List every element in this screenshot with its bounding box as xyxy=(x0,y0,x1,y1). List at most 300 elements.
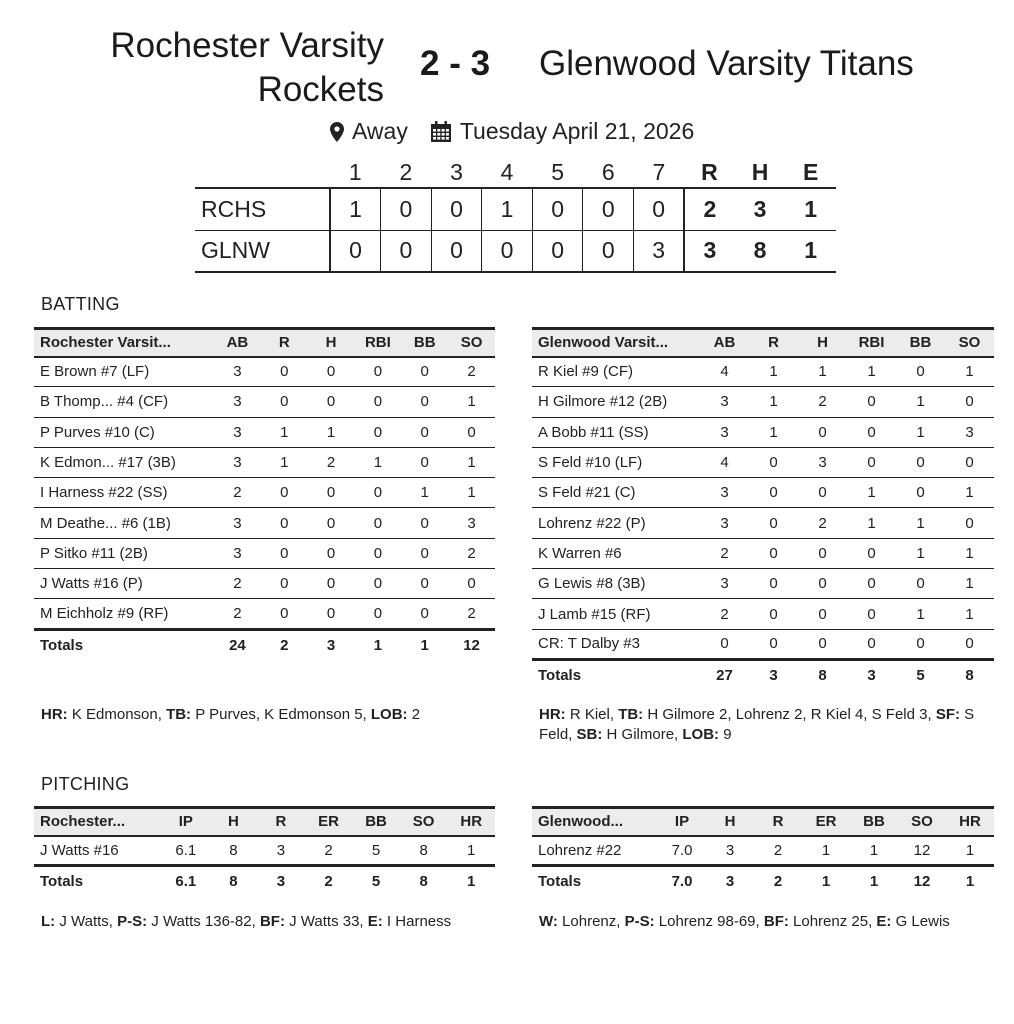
note-label: W: xyxy=(539,913,558,930)
date-group xyxy=(430,118,694,145)
totals-row xyxy=(532,866,994,896)
player-name: E Brown #7 (LF) xyxy=(40,363,150,381)
stat-cell: 0 xyxy=(916,575,925,593)
stat-cell: 0 xyxy=(769,454,778,472)
stat-cell: 0 xyxy=(769,605,778,623)
player-name: R Kiel #9 (CF) xyxy=(538,363,634,381)
line-score-header xyxy=(195,158,836,188)
total-cell: 2 xyxy=(773,873,783,891)
stat-cell: 0 xyxy=(373,514,383,532)
stat-cell: 1 xyxy=(867,363,876,381)
total-cell: 6.1 xyxy=(175,873,197,891)
stat-cell: 1 xyxy=(467,393,476,411)
total-cell: 5 xyxy=(371,873,381,891)
stat-column-header: R xyxy=(278,334,290,352)
stat-cell: 0 xyxy=(867,454,876,472)
total-cell: 3 xyxy=(725,873,735,891)
player-row xyxy=(34,569,495,599)
player-name: CR: T Dalby #3 xyxy=(538,635,640,653)
inning-score: 0 xyxy=(431,188,482,230)
inning-score: 0 xyxy=(330,230,381,272)
stat-cell: 1 xyxy=(867,514,876,532)
player-name: Lohrenz #22 (P) xyxy=(538,514,646,532)
totals-row xyxy=(532,659,994,689)
stat-cell: 1 xyxy=(769,363,778,381)
errors-header: E xyxy=(802,159,819,185)
stat-cell: 1 xyxy=(916,544,925,562)
inning-score: 1 xyxy=(482,188,533,230)
stat-column-header: R xyxy=(772,813,784,831)
stat-cell: 3 xyxy=(720,484,729,502)
inning-score: 0 xyxy=(381,188,432,230)
errors-total: 1 xyxy=(785,188,836,230)
away-pitching-table xyxy=(532,806,994,896)
player-row xyxy=(34,417,495,447)
stat-cell: 2 xyxy=(467,363,476,381)
player-row xyxy=(532,447,994,477)
player-row xyxy=(532,387,994,417)
stat-cell: 0 xyxy=(373,605,383,623)
stat-cell: 0 xyxy=(280,393,289,411)
stat-cell: 0 xyxy=(420,454,429,472)
stat-cell: 3 xyxy=(233,363,242,381)
player-row xyxy=(34,478,495,508)
note-label: LOB: xyxy=(682,726,720,743)
inning-score: 3 xyxy=(652,237,665,264)
stat-column-header: SO xyxy=(412,813,435,831)
note-label: BF: xyxy=(259,913,285,930)
player-row xyxy=(532,599,994,629)
stat-column-header: RBI xyxy=(858,334,885,352)
total-cell: 8 xyxy=(818,666,827,684)
player-name: A Bobb #11 (SS) xyxy=(538,423,649,441)
player-name: M Deathe... #6 (1B) xyxy=(40,514,171,532)
stat-cell: 0 xyxy=(867,635,876,653)
total-cell: 2 xyxy=(324,873,333,891)
stat-cell: 0 xyxy=(965,454,974,472)
total-cell: 3 xyxy=(326,636,336,654)
stat-cell: 1 xyxy=(965,605,974,623)
stat-column-header: RBI xyxy=(364,334,391,352)
player-row xyxy=(532,508,994,538)
stat-column-header: SO xyxy=(911,813,933,831)
stat-cell: 0 xyxy=(720,635,729,653)
stat-cell: 0 xyxy=(818,575,827,593)
stat-column-header: HR xyxy=(460,813,483,831)
stat-cell: 0 xyxy=(965,514,974,532)
stat-column-header: H xyxy=(325,334,337,352)
stat-cell: 2 xyxy=(324,841,333,859)
game-score: 2 - 3 xyxy=(420,44,491,83)
stat-cell: 0 xyxy=(326,484,336,502)
total-cell: 5 xyxy=(916,666,925,684)
line-score-team: GLNW xyxy=(195,230,330,272)
stat-column-header: AB xyxy=(713,334,736,352)
date-label: Tuesday April 21, 2026 xyxy=(459,118,695,144)
inning-header: 6 xyxy=(601,159,615,185)
stat-cell: 5 xyxy=(371,841,381,859)
stat-cell: 0 xyxy=(326,363,336,381)
stat-cell: 1 xyxy=(965,544,974,562)
stat-cell: 3 xyxy=(818,454,827,472)
stat-column-header: BB xyxy=(909,334,932,352)
inning-score: 0 xyxy=(532,188,583,230)
stat-cell: 1 xyxy=(467,841,476,859)
note-text: R Kiel, xyxy=(565,706,619,723)
stat-cell: 0 xyxy=(769,635,778,653)
stat-cell: 2 xyxy=(818,393,827,411)
note-text: S Feld, xyxy=(539,706,975,743)
team-column-header: Glenwood Varsit... xyxy=(538,334,669,352)
player-name: B Thomp... #4 (CF) xyxy=(40,393,169,411)
note-text: J Watts 136-82, xyxy=(147,913,260,930)
stat-cell: 0 xyxy=(280,605,289,623)
note-label: SF: xyxy=(935,706,960,723)
player-name: I Harness #22 (SS) xyxy=(40,484,168,502)
total-cell: 1 xyxy=(869,873,879,891)
stat-cell: 0 xyxy=(420,393,429,411)
stat-cell: 0 xyxy=(420,423,429,441)
stat-cell: 3 xyxy=(965,423,974,441)
stat-column-header: ER xyxy=(318,813,339,831)
note-text: H Gilmore 2, Lohrenz 2, R Kiel 4, S Feld 3, xyxy=(643,706,936,723)
stat-cell: 1 xyxy=(467,454,476,472)
player-name: K Edmon... #17 (3B) xyxy=(40,454,176,472)
player-row xyxy=(532,836,994,866)
stat-cell: 3 xyxy=(725,841,735,859)
stat-cell: 8 xyxy=(419,841,428,859)
stat-cell: 1 xyxy=(965,841,975,859)
stat-column-header: IP xyxy=(674,813,690,831)
stat-cell: 0 xyxy=(769,484,778,502)
player-name: S Feld #21 (C) xyxy=(538,484,636,502)
player-row xyxy=(532,569,994,599)
total-cell: 1 xyxy=(420,636,429,654)
note-text: J Watts 33, xyxy=(284,913,368,930)
stat-cell: 1 xyxy=(821,841,831,859)
stat-cell: 0 xyxy=(818,605,827,623)
inning-score: 0 xyxy=(583,230,634,272)
player-name: S Feld #10 (LF) xyxy=(538,454,643,472)
stat-cell: 3 xyxy=(233,423,242,441)
player-name: M Eichholz #9 (RF) xyxy=(40,605,169,623)
total-cell: 1 xyxy=(467,873,476,891)
stat-column-header: R xyxy=(275,813,287,831)
away-pitching-notes xyxy=(539,912,989,932)
stat-cell: 3 xyxy=(276,841,286,859)
player-name: G Lewis #8 (3B) xyxy=(538,575,646,593)
stat-cell: 4 xyxy=(720,363,729,381)
pitching-section-title: PITCHING xyxy=(41,774,130,794)
total-cell: 7.0 xyxy=(671,873,693,891)
home-team-name: Rochester Varsity Rockets xyxy=(110,26,384,109)
player-row xyxy=(532,538,994,568)
stat-cell: 0 xyxy=(280,514,289,532)
note-text: J Watts, xyxy=(55,913,118,930)
stat-cell: 12 xyxy=(913,841,931,859)
total-cell: 2 xyxy=(280,636,289,654)
total-cell: 8 xyxy=(229,873,238,891)
player-name: P Sitko #11 (2B) xyxy=(40,544,148,562)
stat-cell: 1 xyxy=(916,514,925,532)
stat-cell: 0 xyxy=(818,544,827,562)
location-label: Away xyxy=(352,118,408,144)
stat-cell: 0 xyxy=(867,575,876,593)
runs-total: 2 xyxy=(684,188,735,230)
stat-cell: 0 xyxy=(280,363,289,381)
note-text: 2 xyxy=(407,706,421,723)
player-row xyxy=(34,538,495,568)
stat-cell: 0 xyxy=(326,393,336,411)
note-label: BF: xyxy=(763,913,789,930)
stat-cell: 1 xyxy=(965,484,974,502)
hits-total: 3 xyxy=(735,188,786,230)
stat-cell: 1 xyxy=(420,484,429,502)
stat-cell: 0 xyxy=(373,393,383,411)
stat-cell: 1 xyxy=(916,393,925,411)
inning-header: 5 xyxy=(551,159,565,185)
total-cell: 1 xyxy=(373,636,383,654)
note-text: I Harness xyxy=(382,913,452,930)
note-label: HR: xyxy=(41,706,68,723)
stat-cell: 3 xyxy=(233,393,242,411)
stat-cell: 0 xyxy=(769,575,778,593)
total-cell: 3 xyxy=(867,666,876,684)
hits-header: H xyxy=(751,159,769,185)
hits-total: 8 xyxy=(753,237,767,264)
note-text: Lohrenz 25, xyxy=(788,913,877,930)
total-cell: 24 xyxy=(229,636,246,654)
stat-cell: 2 xyxy=(233,605,242,623)
errors-total: 1 xyxy=(804,237,818,264)
line-score-row xyxy=(195,230,836,272)
stat-cell: 0 xyxy=(916,363,925,381)
player-name: H Gilmore #12 (2B) xyxy=(538,393,668,411)
total-cell: 12 xyxy=(913,873,931,891)
stat-cell: 0 xyxy=(373,575,383,593)
stat-cell: 3 xyxy=(233,514,242,532)
stat-cell: 0 xyxy=(867,423,876,441)
stat-cell: 0 xyxy=(769,514,778,532)
stat-header-row xyxy=(532,329,994,357)
inning-header: 4 xyxy=(500,159,514,185)
stat-cell: 1 xyxy=(965,575,974,593)
home-pitching-table xyxy=(34,806,495,896)
stat-cell: 4 xyxy=(720,454,729,472)
stat-cell: 0 xyxy=(467,423,476,441)
stat-column-header: H xyxy=(227,813,239,831)
note-label: HR: xyxy=(539,706,566,723)
stat-column-header: BB xyxy=(365,813,387,831)
stat-cell: 1 xyxy=(916,423,925,441)
note-text: G Lewis xyxy=(891,913,950,930)
stat-cell: 0 xyxy=(916,454,925,472)
inning-score: 1 xyxy=(330,188,381,230)
inning-score: 0 xyxy=(431,230,482,272)
player-row xyxy=(532,417,994,447)
stat-cell: 3 xyxy=(720,423,729,441)
totals-label: Totals xyxy=(40,873,84,891)
stat-header-row xyxy=(34,808,495,836)
team-column-header: Rochester... xyxy=(40,813,126,831)
total-cell: 8 xyxy=(965,666,974,684)
inning-score: 0 xyxy=(381,230,432,272)
stat-cell: 0 xyxy=(867,393,876,411)
stat-cell: 0 xyxy=(373,423,383,441)
stat-cell: 0 xyxy=(867,605,876,623)
stat-cell: 2 xyxy=(233,484,242,502)
inning-score: 0 xyxy=(532,230,583,272)
player-name: J Watts #16 (P) xyxy=(40,575,143,593)
inning-header: 7 xyxy=(652,159,666,185)
player-name: K Warren #6 xyxy=(538,544,622,562)
player-row xyxy=(532,629,994,659)
player-name: Lohrenz #22 xyxy=(538,841,622,859)
line-score-row xyxy=(195,188,836,230)
total-cell: 3 xyxy=(276,873,286,891)
stat-cell: 0 xyxy=(420,363,429,381)
stat-cell: 0 xyxy=(916,635,925,653)
player-row xyxy=(34,508,495,538)
stat-cell: 1 xyxy=(467,484,476,502)
stat-cell: 1 xyxy=(965,363,974,381)
total-cell: 12 xyxy=(463,636,480,654)
stat-column-header: BB xyxy=(863,813,885,831)
totals-label: Totals xyxy=(538,873,582,891)
stat-cell: 0 xyxy=(818,635,827,653)
stat-cell: 0 xyxy=(818,484,827,502)
note-label: P-S: xyxy=(624,913,655,930)
stat-cell: 2 xyxy=(720,544,729,562)
stat-cell: 0 xyxy=(326,605,336,623)
stat-cell: 0 xyxy=(420,514,429,532)
calendar-icon xyxy=(430,121,452,143)
stat-column-header: IP xyxy=(178,813,193,831)
stat-cell: 3 xyxy=(720,575,729,593)
stat-cell: 1 xyxy=(818,363,827,381)
note-label: TB: xyxy=(166,706,192,723)
away-batting-notes xyxy=(539,705,989,745)
stat-cell: 1 xyxy=(280,423,289,441)
note-label: L: xyxy=(41,913,56,930)
note-label: TB: xyxy=(618,706,644,723)
stat-cell: 0 xyxy=(326,514,336,532)
stat-column-header: SO xyxy=(460,334,483,352)
inning-score: 0 xyxy=(634,188,685,230)
stat-cell: 0 xyxy=(326,575,336,593)
note-label: E: xyxy=(876,913,892,930)
total-cell: 1 xyxy=(965,873,975,891)
note-text: H Gilmore, xyxy=(602,726,683,743)
player-name: J Lamb #15 (RF) xyxy=(538,605,651,623)
line-score-table xyxy=(195,158,836,273)
note-label: E: xyxy=(367,913,383,930)
stat-cell: 0 xyxy=(965,393,974,411)
stat-column-header: BB xyxy=(413,334,436,352)
home-batting-table xyxy=(34,327,495,659)
player-row xyxy=(532,478,994,508)
stat-cell: 2 xyxy=(720,605,729,623)
totals-label: Totals xyxy=(538,666,582,684)
player-row xyxy=(34,836,495,866)
stat-cell: 6.1 xyxy=(175,841,197,859)
player-row xyxy=(532,357,994,387)
totals-row xyxy=(34,866,495,896)
stat-cell: 0 xyxy=(420,575,429,593)
stat-column-header: AB xyxy=(226,334,249,352)
player-row xyxy=(34,387,495,417)
stat-cell: 1 xyxy=(869,841,879,859)
stat-cell: 0 xyxy=(280,484,289,502)
stat-cell: 0 xyxy=(373,484,383,502)
totals-label: Totals xyxy=(40,636,84,654)
stat-column-header: SO xyxy=(958,334,981,352)
stat-cell: 0 xyxy=(326,544,336,562)
note-label: LOB: xyxy=(370,706,408,723)
stat-header-row xyxy=(532,808,994,836)
player-name: J Watts #16 xyxy=(40,841,119,859)
stat-cell: 3 xyxy=(467,514,476,532)
stat-column-header: H xyxy=(817,334,828,352)
stat-cell: 2 xyxy=(467,544,476,562)
stat-cell: 1 xyxy=(916,605,925,623)
total-cell: 8 xyxy=(419,873,428,891)
runs-header: R xyxy=(701,159,718,185)
stat-cell: 2 xyxy=(467,605,476,623)
inning-header: 2 xyxy=(399,159,413,185)
game-meta xyxy=(330,118,694,145)
stat-cell: 0 xyxy=(373,544,383,562)
map-pin-icon xyxy=(330,122,344,142)
location-group xyxy=(330,118,408,145)
stat-header-row xyxy=(34,329,495,357)
home-pitching-notes xyxy=(41,912,481,932)
stat-column-header: R xyxy=(768,334,779,352)
stat-cell: 0 xyxy=(280,544,289,562)
totals-row xyxy=(34,629,495,659)
stat-cell: 3 xyxy=(233,544,242,562)
note-label: SB: xyxy=(576,726,603,743)
inning-score: 0 xyxy=(583,188,634,230)
stat-cell: 0 xyxy=(769,544,778,562)
batting-section-title: BATTING xyxy=(41,294,120,314)
line-score-team: RCHS xyxy=(195,188,330,230)
stat-cell: 1 xyxy=(373,454,383,472)
inning-header: 3 xyxy=(450,159,463,185)
team-column-header: Rochester Varsit... xyxy=(40,334,171,352)
stat-column-header: HR xyxy=(959,813,981,831)
note-text: 9 xyxy=(719,726,732,743)
note-text: P Purves, K Edmonson 5, xyxy=(191,706,371,723)
away-batting-table xyxy=(532,327,994,690)
stat-cell: 7.0 xyxy=(671,841,693,859)
home-batting-notes xyxy=(41,705,496,725)
stat-cell: 0 xyxy=(280,575,289,593)
stat-cell: 0 xyxy=(420,605,429,623)
stat-cell: 8 xyxy=(229,841,238,859)
team-column-header: Glenwood... xyxy=(538,813,623,831)
note-text: K Edmonson, xyxy=(67,706,167,723)
inning-header: 1 xyxy=(348,159,362,185)
stat-cell: 0 xyxy=(916,484,925,502)
stat-cell: 2 xyxy=(818,514,827,532)
player-row xyxy=(34,447,495,477)
total-cell: 3 xyxy=(769,666,778,684)
stat-cell: 0 xyxy=(818,423,827,441)
stat-cell: 2 xyxy=(233,575,242,593)
total-cell: 1 xyxy=(821,873,831,891)
note-text: Lohrenz, xyxy=(557,913,625,930)
